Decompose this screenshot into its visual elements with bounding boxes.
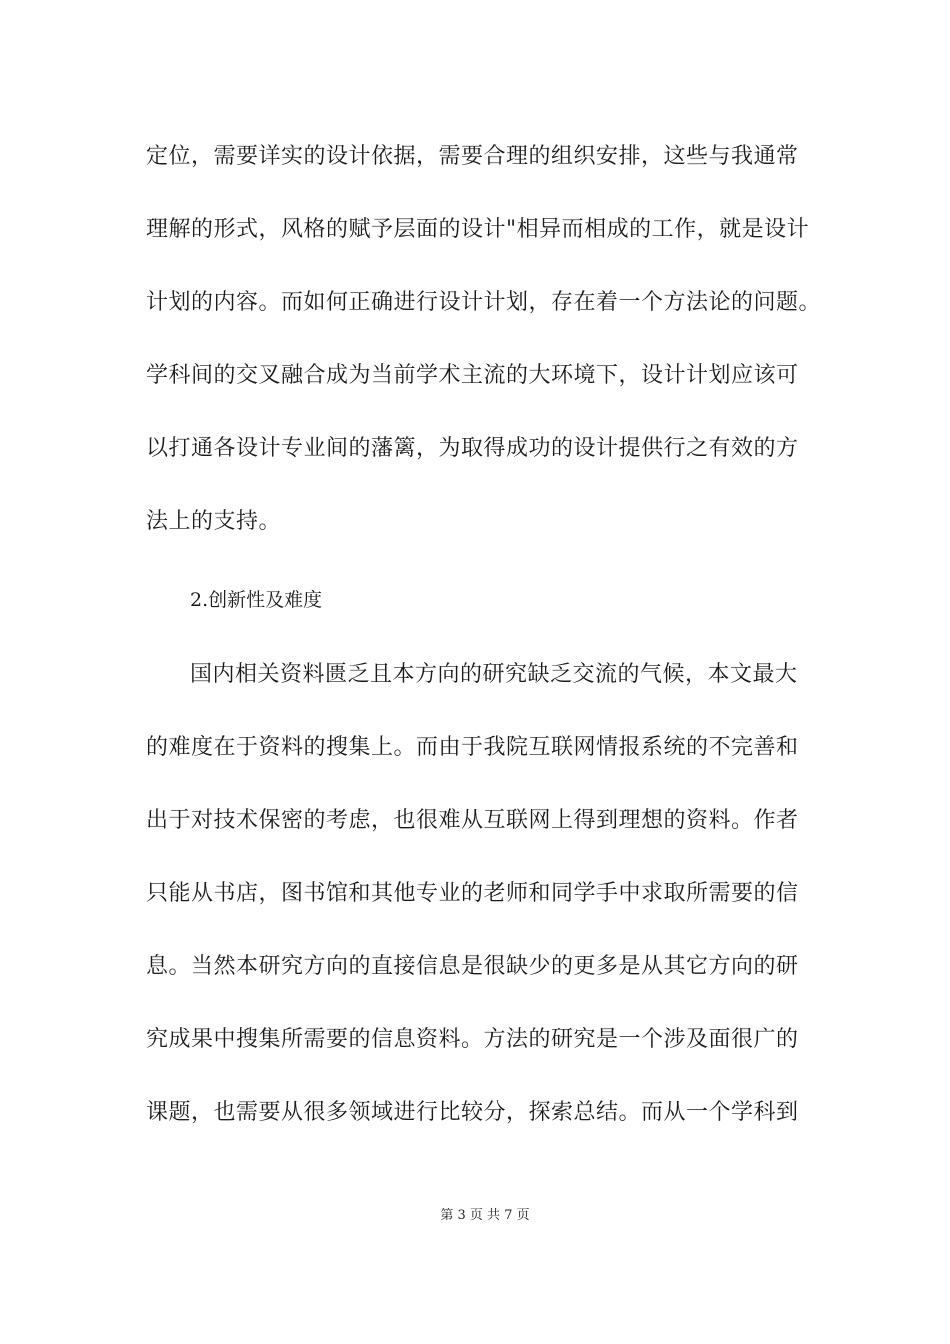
- paragraph-1-line-4: 学科间的交叉融合成为当前学术主流的大环境下，设计计划应该可: [146, 363, 799, 388]
- paragraph-1-line-1: 定位，需要详实的设计依据，需要合理的组织安排，这些与我通常: [146, 144, 799, 169]
- paragraph-2-line-1: 国内相关资料匮乏且本方向的研究缺乏交流的气候，本文最大: [190, 662, 798, 687]
- section-heading: 2.创新性及难度: [190, 589, 323, 611]
- paragraph-1-line-3: 计划的内容。而如何正确进行设计计划，存在着一个方法论的问题。: [146, 290, 822, 315]
- page-number-footer: 第 3 页 共 7 页: [440, 1208, 530, 1223]
- paragraph-1-line-2: 理解的形式，风格的赋予层面的设计"相异而相成的工作，就是设计: [146, 217, 810, 242]
- paragraph-2-line-4: 只能从书店，图书馆和其他专业的老师和同学手中求取所需要的信: [146, 881, 799, 906]
- paragraph-1-line-6: 法上的支持。: [146, 509, 282, 534]
- paragraph-2-line-6: 究成果中搜集所需要的信息资料。方法的研究是一个涉及面很广的: [146, 1027, 799, 1052]
- paragraph-2-line-5: 息。当然本研究方向的直接信息是很缺少的更多是从其它方向的研: [146, 954, 799, 979]
- paragraph-1-line-5: 以打通各设计专业间的藩篱，为取得成功的设计提供行之有效的方: [146, 436, 799, 461]
- paragraph-2-line-2: 的难度在于资料的搜集上。而由于我院互联网情报系统的不完善和: [146, 735, 799, 760]
- paragraph-2-line-3: 出于对技术保密的考虑，也很难从互联网上得到理想的资料。作者: [146, 808, 799, 833]
- paragraph-2-line-7: 课题，也需要从很多领域进行比较分，探索总结。而从一个学科到: [146, 1100, 799, 1125]
